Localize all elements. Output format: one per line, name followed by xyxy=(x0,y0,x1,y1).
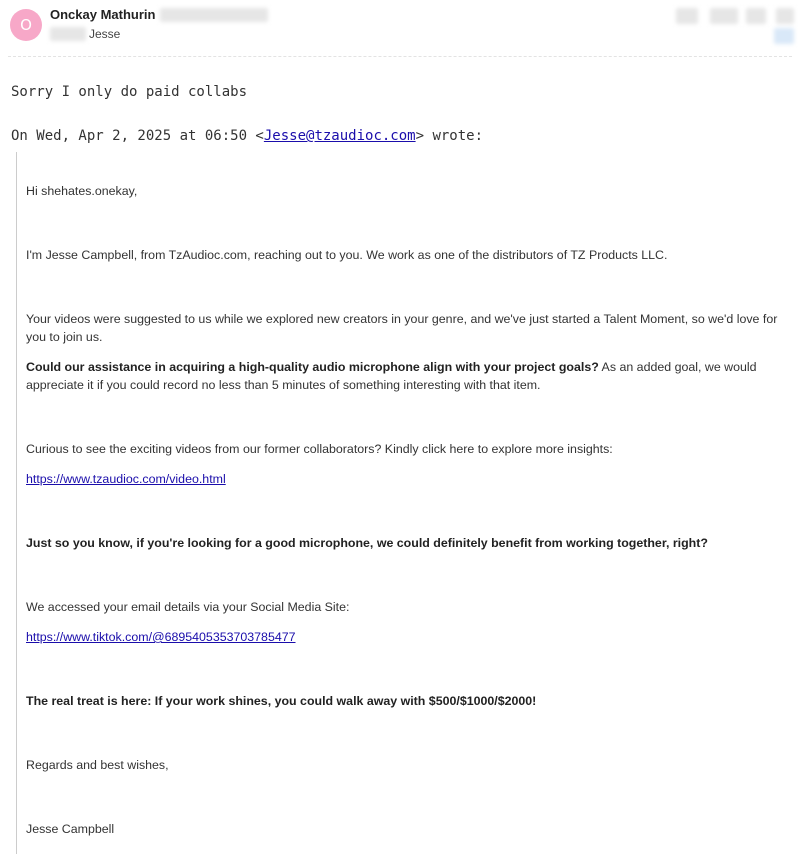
tiktok-link[interactable]: https://www.tiktok.com/@6895405353703785477 xyxy=(26,630,296,644)
quote-accessed: We accessed your email details via your Social Media Site: xyxy=(26,600,350,614)
quote-question xyxy=(26,358,782,394)
redacted-date-part-3 xyxy=(746,8,766,24)
attribution-suffix: > wrote: xyxy=(415,128,484,144)
video-link[interactable]: https://www.tzaudioc.com/video.html xyxy=(26,472,226,486)
redacted-action-icon xyxy=(774,28,794,44)
quote-signature: Jesse Campbell xyxy=(26,822,115,836)
quote-question-rest: As an added goal, we would appreciate it if you could record no less than 5 minutes of something interesting with that item. xyxy=(26,360,757,392)
quote-intro: I'm Jesse Campbell, from TzAudioc.com, reaching out to you. We work as one of the distributors of TZ Products LLC. xyxy=(26,248,668,262)
message-header xyxy=(0,0,800,56)
quote-regards: Regards and best wishes, xyxy=(26,758,169,772)
quote-suggestion: Your videos were suggested to us while we explored new creators in your genre, and we've just started a Talent Moment, so we'd love for you to join us. xyxy=(26,312,778,344)
quote-just-so-you-know-text: Just so you know, if you're looking for a good microphone, we could definitely benefit from working together, right? xyxy=(26,536,708,550)
sender-email-link[interactable]: Jesse@tzaudioc.com xyxy=(263,128,416,144)
attribution-prefix: On Wed, Apr 2, 2025 at 06:50 < xyxy=(11,128,264,144)
quote-video-line xyxy=(26,470,782,488)
quote-curious: Curious to see the exciting videos from our former collaborators? Kindly click here to explore more insights: xyxy=(26,442,613,456)
quote-tiktok-line xyxy=(26,628,782,646)
quote-real-treat-text: The real treat is here: If your work shines, you could walk away with $500/$1000/$2000! xyxy=(26,694,537,708)
avatar[interactable]: O xyxy=(10,9,42,41)
redacted-date-part-1 xyxy=(676,8,698,24)
redacted-date-part-4 xyxy=(776,8,794,24)
quote-question-bold: Could our assistance in acquiring a high-quality audio microphone align with your project goals? xyxy=(26,360,599,374)
redacted-sender-email xyxy=(160,8,268,22)
quote-attribution xyxy=(11,128,483,144)
quote-just-so-you-know xyxy=(26,534,782,552)
reply-text: Sorry I only do paid collabs xyxy=(11,84,248,100)
recipient-name[interactable]: Jesse xyxy=(89,27,121,41)
quote-greeting: Hi shehates.onekay, xyxy=(26,184,138,198)
header-divider xyxy=(8,56,792,57)
quote-real-treat xyxy=(26,692,782,710)
redacted-date-part-2 xyxy=(710,8,738,24)
quoted-message xyxy=(16,152,787,854)
sender-name[interactable]: Onckay Mathurin xyxy=(50,7,156,22)
redacted-recipient-prefix xyxy=(50,27,86,41)
